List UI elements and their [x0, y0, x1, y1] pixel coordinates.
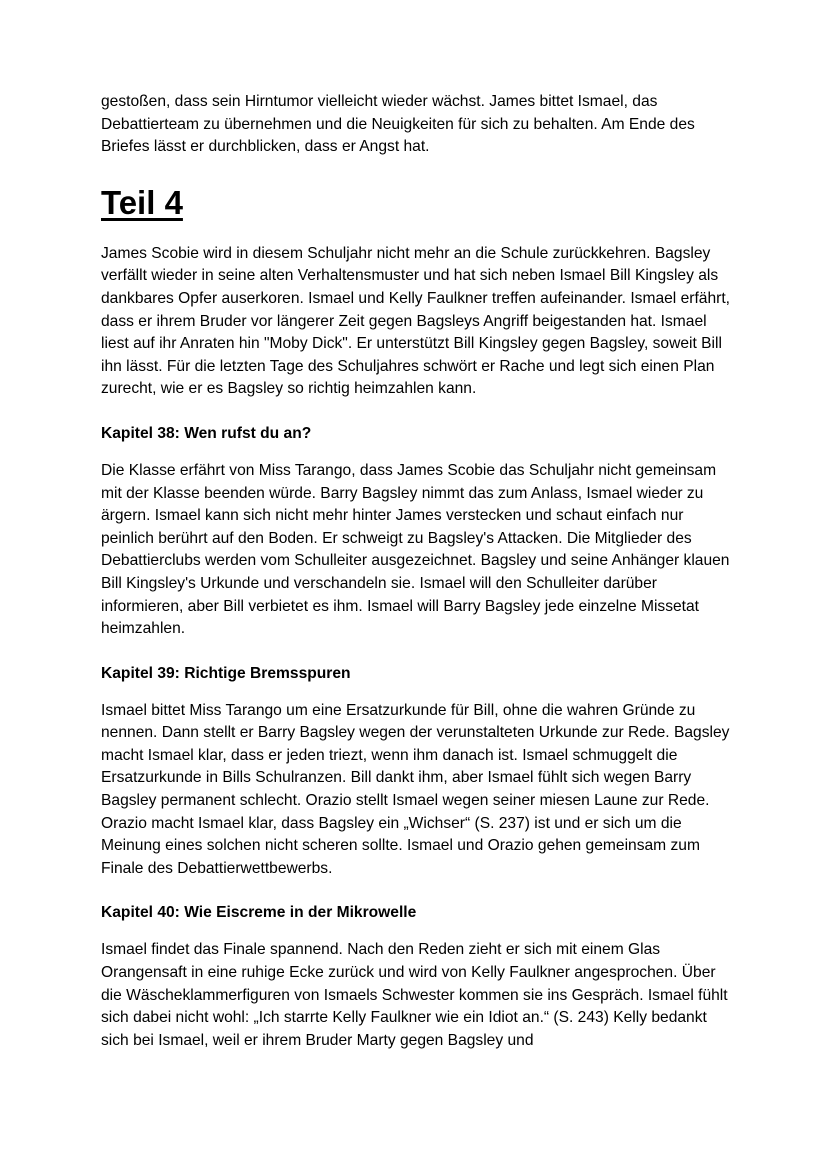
chapter-38-heading: Kapitel 38: Wen rufst du an? [101, 424, 312, 442]
chapter-40-text: Ismael findet das Finale spannend. Nach den Reden zieht er sich mit einem Glas Orangensaft in eine ruhige Ecke zurück und wird von Kelly Faulkner angesprochen. Über die Wäscheklammerfiguren von Ismaels Schwester kommen sie ins Gespräch. Ismael fühlt sich dabei nicht wohl: „Ich starrte Kelly Faulkner wie ein Idiot an.“ (S. 243) Kelly bedankt sich bei Ismael, weil er ihrem Bruder Marty gegen Bagsley und [101, 941, 728, 1049]
chapter-39-text: Ismael bittet Miss Tarango um eine Ersatzurkunde für Bill, ohne die wahren Gründe zu nennen. Dann stellt er Barry Bagsley wegen der verunstalteten Urkunde zur Rede. Bagsley macht Ismael klar, dass er jeden triezt, wenn ihm danach ist. Ismael schmuggelt die Ersatzurkunde in Bills Schulranzen. Bill dankt ihm, aber Ismael fühlt sich wegen Barry Bagsley permanent schlecht. Orazio stellt Ismael wegen seiner miesen Laune zur Rede. Orazio macht Ismael klar, dass Bagsley ein „Wichser“ (S. 237) ist und er sich um die Meinung eines solchen nicht scheren sollte. Ismael und Orazio gehen gemeinsam zum Finale des Debattierwettbewerbs. [101, 701, 730, 877]
chapter-39-heading: Kapitel 39: Richtige Bremsspuren [101, 664, 351, 682]
document-body [101, 91, 731, 1052]
section-intro-paragraph: James Scobie wird in diesem Schuljahr nicht mehr an die Schule zurückkehren. Bagsley verfällt wieder in seine alten Verhaltensmuster und hat sich neben Ismael Bill Kingsley als dankbares Opfer auserkoren. Ismael und Kelly Faulkner treffen aufeinander. Ismael erfährt, dass er ihrem Bruder vor längerer Zeit gegen Bagsleys Angriff beigestanden hat. Ismael liest auf ihr Anraten hin "Moby Dick". Er unterstützt Bill Kingsley gegen Bagsley, soweit Bill ihn lässt. Für die letzten Tage des Schuljahres schwört er Rache und legt sich einen Plan zurecht, wie er es Bagsley so richtig heimzahlen kann. [101, 244, 731, 398]
continuation-paragraph: gestoßen, dass sein Hirntumor vielleicht wieder wächst. James bittet Ismael, das Debattierteam zu übernehmen und die Neuigkeiten für sich zu behalten. Am Ende des Briefes lässt er durchblicken, dass er Angst hat. [101, 93, 695, 156]
chapter-38-text: Die Klasse erfährt von Miss Tarango, dass James Scobie das Schuljahr nicht gemeinsam mit der Klasse beenden würde. Barry Bagsley nimmt das zum Anlass, Ismael wieder zu ärgern. Ismael kann sich nicht mehr hinter James verstecken und schaut einfach nur peinlich berührt auf den Boden. Er schweigt zu Bagsley's Attacken. Die Mitglieder des Debattierclubs werden vom Schulleiter ausgezeichnet. Bagsley und seine Anhänger klauen Bill Kingsley's Urkunde und verschandeln sie. Ismael will den Schulleiter darüber informieren, aber Bill verbietet es ihm. Ismael will Barry Bagsley jede einzelne Missetat heimzahlen. [101, 461, 730, 638]
chapter-40-heading: Kapitel 40: Wie Eiscreme in der Mikrowelle [101, 904, 417, 922]
section-title: Teil 4 [101, 183, 183, 221]
